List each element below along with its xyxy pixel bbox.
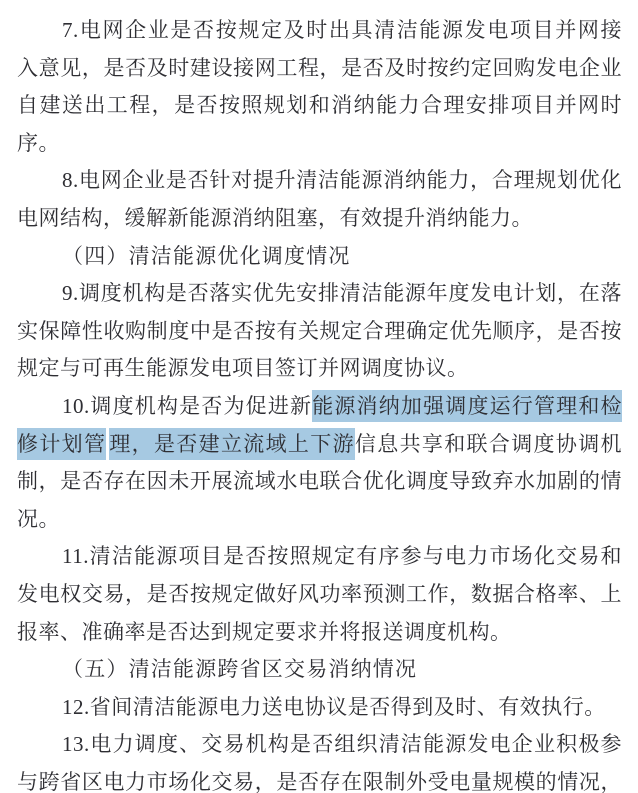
para-10-line-3 [17, 463, 622, 501]
section-heading-4 [17, 238, 622, 276]
para-11-line-3 [17, 614, 622, 652]
para-8-line-2 [17, 200, 622, 238]
text-segment: 与跨省区电力市场化交易，是否存在限制外受电量规模的情况， [17, 769, 622, 793]
text-segment: 规定与可再生能源发电项目签订并网调度协议。 [17, 356, 469, 381]
text-segment: 7.电网企业是否按规定及时出具清洁能源发电项目并网接 [62, 18, 622, 42]
para-12-line-1 [17, 689, 622, 727]
text-segment: 实保障性收购制度中是否按有关规定合理确定优先顺序，是否按 [17, 318, 622, 343]
para-10-line-1 [17, 388, 622, 426]
para-13-line-2 [17, 764, 622, 793]
text-segment: 发电权交易，是否按规定做好风功率预测工作，数据合格率、上 [17, 581, 622, 606]
para-10-line-4 [17, 501, 622, 539]
section-heading-5 [17, 651, 622, 689]
text-segment: 9.调度机构是否落实优先安排清洁能源年度发电计划，在落 [62, 281, 622, 306]
text-segment: 电网结构，缓解新能源消纳阻塞，有效提升消纳能力。 [17, 205, 533, 230]
text-segment: 况。 [17, 506, 60, 531]
text-segment: 10.调度机构是否为促进新 [62, 393, 313, 418]
para-7-line-2 [17, 50, 622, 88]
text-segment: 自建送出工程，是否按照规划和消纳能力合理安排项目并网时 [17, 93, 622, 118]
heading-text: （五）清洁能源跨省区交易消纳情况 [62, 657, 418, 682]
para-8-line-1 [17, 162, 622, 200]
heading-text: （四）清洁能源优化调度情况 [62, 243, 351, 268]
text-segment: 序。 [17, 130, 60, 155]
text-segment: 入意见，是否及时建设接网工程，是否及时按约定回购发电企业 [17, 55, 622, 80]
text-segment: 制，是否存在因未开展流域水电联合优化调度导致弃水加剧的情 [17, 469, 622, 494]
para-11-line-2 [17, 576, 622, 614]
para-9-line-3 [17, 350, 622, 388]
para-7-line-3 [17, 87, 622, 125]
para-13-line-1 [17, 726, 622, 764]
highlighted-text: 理，是否建立流域上下游 [109, 428, 355, 460]
text-segment: 12.省间清洁能源电力送电协议是否得到及时、有效执行。 [62, 694, 606, 719]
text-segment: 报率、准确率是否达到规定要求并将报送调度机构。 [17, 619, 512, 644]
para-7-line-1 [17, 12, 622, 50]
text-segment: 11.清洁能源项目是否按照规定有序参与电力市场化交易和 [62, 544, 622, 569]
highlighted-text: 能源消纳加强调度运行管理和检 [312, 390, 622, 422]
para-10-line-2 [17, 426, 622, 464]
para-11-line-1 [17, 538, 622, 576]
text-segment: 信息共享和联合调度协调机 [354, 431, 623, 456]
para-9-line-1 [17, 275, 622, 313]
para-7-line-4 [17, 125, 622, 163]
highlighted-text: 修计划管 [17, 428, 106, 460]
para-9-line-2 [17, 313, 622, 351]
text-segment: 13.电力调度、交易机构是否组织清洁能源发电企业积极参 [62, 732, 622, 757]
text-segment: 8.电网企业是否针对提升清洁能源消纳能力，合理规划优化 [62, 168, 622, 193]
